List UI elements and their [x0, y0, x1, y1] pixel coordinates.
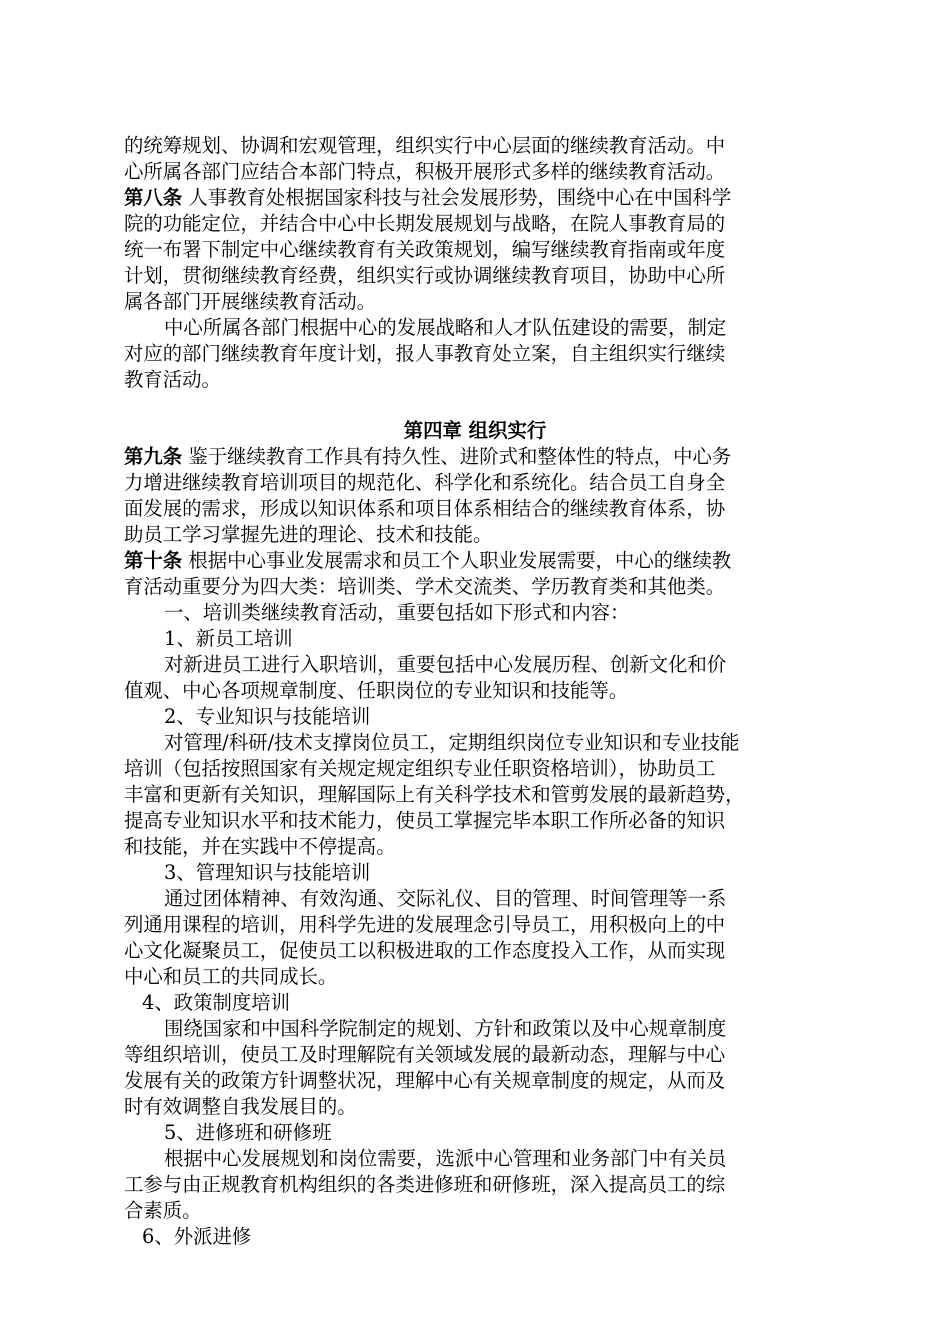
text-line: 育活动重要分为四大类：培训类、学术交流类、学历教育类和其他类。: [124, 575, 726, 598]
text-line: 属各部门开展继续教育活动。: [124, 290, 377, 313]
item-heading: 1、新员工培训: [164, 627, 293, 650]
text-line: 提高专业知识水平和技术能力，使员工掌握完毕本职工作所必备的知识: [124, 809, 726, 832]
item-heading: 6、外派进修: [142, 1225, 252, 1248]
text-line: 对新进员工进行入职培训，重要包括中心发展历程、创新文化和价: [164, 653, 727, 676]
article-8-line: [124, 185, 950, 211]
item-heading: 5、进修班和研修班: [164, 1121, 332, 1144]
article-10-label: 第十条: [124, 549, 183, 572]
text-span: 人事教育处根据国家科技与社会发展形势，围绕中心在中国科学: [182, 186, 732, 209]
item-heading: 2、专业知识与技能培训: [164, 705, 371, 728]
text-line: 计划，贯彻继续教育经费，组织实行或协调继续教育项目，协助中心所: [124, 264, 726, 287]
text-line: 等组织培训，使员工及时理解院有关领域发展的最新动态，理解与中心: [124, 1043, 726, 1066]
text-line: 培训（包括按照国家有关规定规定组织专业任职资格培训），协助员工: [124, 757, 716, 780]
section-heading: 一、培训类继续教育活动，重要包括如下形式和内容：: [164, 601, 630, 624]
text-line: 院的功能定位，并结合中心中长期发展规划与战略，在院人事教育局的: [124, 212, 726, 235]
article-8-label: 第八条: [124, 186, 183, 209]
text-span: 鉴于继续教育工作具有持久性、进阶式和整体性的特点，中心务: [182, 445, 732, 468]
blank-line: [124, 393, 950, 418]
chapter-heading: 第四章 组织实行: [403, 419, 547, 442]
article-9-label: 第九条: [124, 445, 183, 468]
text-line: 中心所属各部门根据中心的发展战略和人才队伍建设的需要，制定: [164, 316, 727, 339]
item-heading: 4、政策制度培训: [142, 991, 291, 1014]
text-line: 工参与由正规教育机构组织的各类进修班和研修班，深入提高员工的综: [124, 1173, 726, 1196]
text-line: 统一布署下制定中心继续教育有关政策规划，编写继续教育指南或年度: [124, 238, 726, 261]
text-line: 中心和员工的共同成长。: [124, 965, 338, 988]
text-line: 教育活动。: [124, 368, 221, 391]
text-line: 和技能，并在实践中不停提高。: [124, 835, 396, 858]
text-span: 根据中心事业发展需求和员工个人职业发展需要，中心的继续教: [182, 549, 732, 572]
text-line: 对应的部门继续教育年度计划，报人事教育处立案，自主组织实行继续: [124, 342, 726, 365]
text-line: 面发展的需求，形成以知识体系和项目体系相结合的继续教育体系，协: [124, 497, 726, 520]
text-line: 通过团体精神、有效沟通、交际礼仪、目的管理、时间管理等一系: [164, 887, 727, 910]
text-line: 助员工学习掌握先进的理论、技术和技能。: [124, 523, 493, 546]
text-line: 对管理/科研/技术支撑岗位员工，定期组织岗位专业知识和专业技能: [164, 731, 740, 754]
text-line: 根据中心发展规划和岗位需要，选派中心管理和业务部门中有关员: [164, 1147, 727, 1170]
text-line: 时有效调整自我发展目的。: [124, 1095, 357, 1118]
text-line: 力增进继续教育培训项目的规范化、科学化和系统化。结合员工自身全: [124, 471, 726, 494]
text-line: 围绕国家和中国科学院制定的规划、方针和政策以及中心规章制度: [164, 1017, 727, 1040]
text-line: 列通用课程的培训，用科学先进的发展理念引导员工，用积极向上的中: [124, 913, 726, 936]
text-line: 心文化凝聚员工，促使员工以积极进取的工作态度投入工作，从而实现: [124, 939, 726, 962]
text-line: 发展有关的政策方针调整状况，理解中心有关规章制度的规定，从而及: [124, 1069, 726, 1092]
article-9-line: [124, 444, 950, 470]
text-line: 丰富和更新有关知识，理解国际上有关科学技术和管剪发展的最新趋势，: [124, 783, 745, 806]
text-line: 值观、中心各项规章制度、任职岗位的专业知识和技能等。: [124, 679, 629, 702]
item-heading: 3、管理知识与技能培训: [164, 861, 371, 884]
text-line: 心所属各部门应结合本部门特点，积极开展形式多样的继续教育活动。: [124, 160, 726, 183]
text-line: 合素质。: [124, 1199, 202, 1222]
article-10-line: [124, 548, 950, 574]
text-line: 的统筹规划、协调和宏观管理，组织实行中心层面的继续教育活动。中: [124, 134, 726, 157]
